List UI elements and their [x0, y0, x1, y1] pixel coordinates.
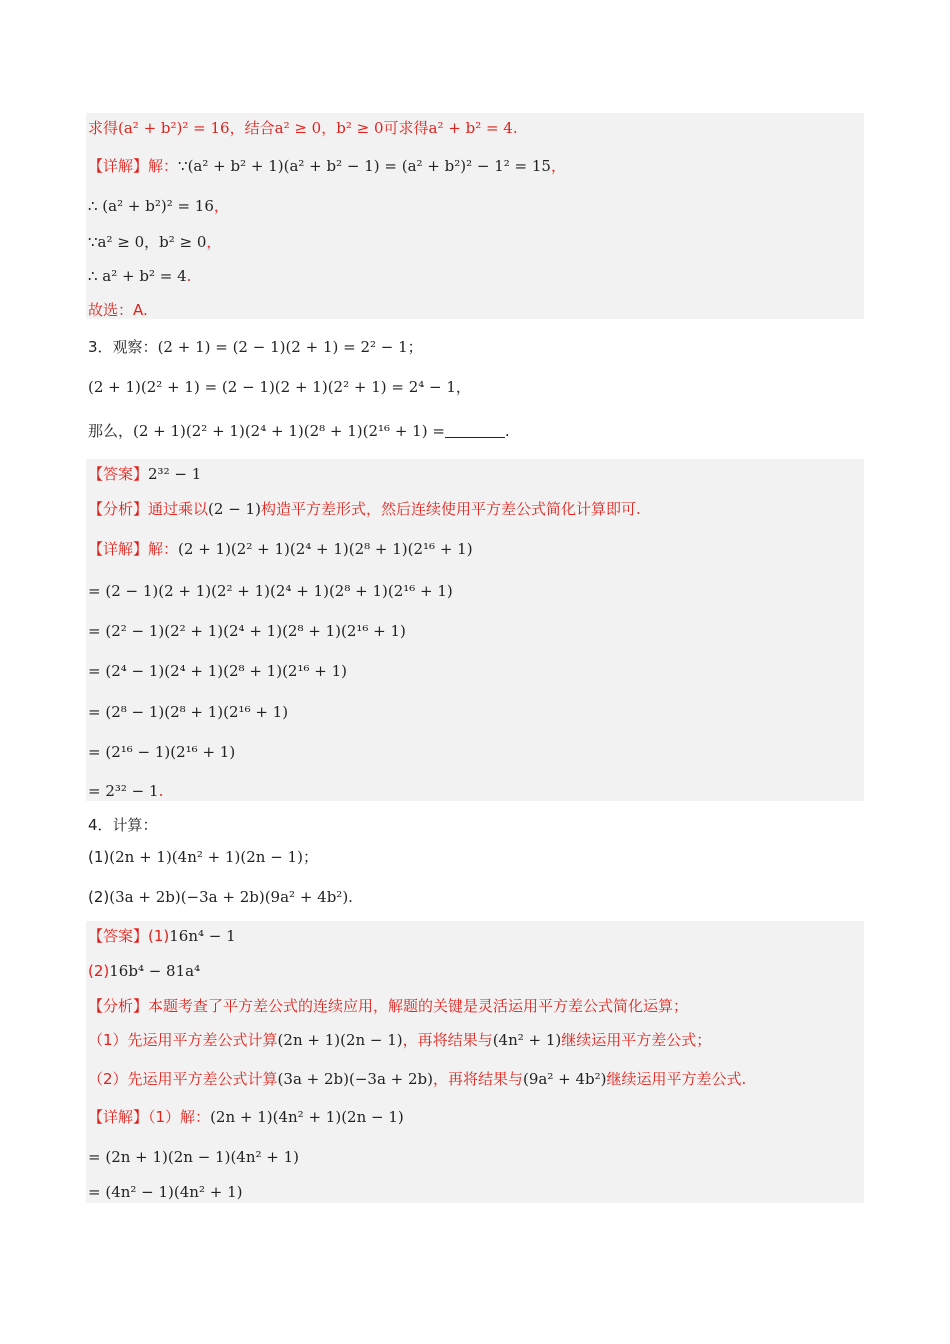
q3-question-line: 那么，(2 + 1)(2² + 1)(2⁴ + 1)(2⁸ + 1)(2¹⁶ + 1) = .: [88, 422, 510, 440]
q4-step-2: = (4n² − 1)(4n² + 1): [88, 1183, 243, 1201]
answer-blank[interactable]: [445, 423, 505, 438]
q3-step-6: = 2³² − 1.: [88, 782, 164, 800]
q3-observe-line-2: (2 + 1)(2² + 1) = (2 − 1)(2 + 1)(2² + 1) = 2⁴ − 1，: [88, 378, 471, 396]
q3-observe-line: 3．观察：(2 + 1) = (2 − 1)(2 + 1) = 2² − 1；: [88, 338, 423, 356]
q3-step-5: = (2¹⁶ − 1)(2¹⁶ + 1): [88, 743, 236, 761]
q4-part-2: (2)(3a + 2b)(−3a + 2b)(9a² + 4b²).: [88, 888, 353, 906]
q2-step-1: ∴ (a² + b²)² = 16，: [88, 197, 229, 215]
q2-choice: 故选：A.: [88, 301, 148, 319]
q4-answer-1: 【答案】(1)16n⁴ − 1: [88, 927, 236, 945]
q4-title: 4．计算：: [88, 816, 158, 834]
q3-step-2: = (2² − 1)(2² + 1)(2⁴ + 1)(2⁸ + 1)(2¹⁶ + 1): [88, 622, 406, 640]
q4-part-1: (1)(2n + 1)(4n² + 1)(2n − 1)；: [88, 848, 318, 866]
detail-label: 【详解】: [88, 157, 149, 175]
q4-analysis-line: 【分析】本题考查了平方差公式的连续应用，解题的关键是灵活运用平方差公式简化运算；: [88, 997, 689, 1015]
q4-step-1: = (2n + 1)(2n − 1)(4n² + 1): [88, 1148, 300, 1166]
q2-detail-line: 【详解】解：∵(a² + b² + 1)(a² + b² − 1) = (a² + b²)² − 1² = 15，: [88, 157, 566, 175]
q3-answer-line: 【答案】2³² − 1: [88, 465, 202, 483]
q4-analysis-2: （2）先运用平方差公式计算(3a + 2b)(−3a + 2b)，再将结果与(9a² + 4b²)继续运用平方差公式.: [88, 1070, 747, 1088]
q4-analysis-1: （1）先运用平方差公式计算(2n + 1)(2n − 1)，再将结果与(4n² + 1)继续运用平方差公式；: [88, 1031, 712, 1049]
q3-analysis-line: 【分析】通过乘以(2 − 1)构造平方差形式，然后连续使用平方差公式简化计算即可.: [88, 500, 641, 518]
q4-detail-line: 【详解】（1）解：(2n + 1)(4n² + 1)(2n − 1): [88, 1108, 404, 1126]
q3-detail-line: 【详解】解：(2 + 1)(2² + 1)(2⁴ + 1)(2⁸ + 1)(2¹⁶ + 1): [88, 540, 473, 558]
q4-answer-2: (2)16b⁴ − 81a⁴: [88, 962, 201, 980]
q2-step-3: ∴ a² + b² = 4.: [88, 267, 192, 285]
q2-conclusion-line: 求得(a² + b²)² = 16，结合a² ≥ 0，b² ≥ 0可求得a² + b² = 4.: [88, 119, 518, 137]
q2-step-2: ∵a² ≥ 0，b² ≥ 0，: [88, 233, 222, 251]
q3-step-1: = (2 − 1)(2 + 1)(2² + 1)(2⁴ + 1)(2⁸ + 1)(2¹⁶ + 1): [88, 582, 453, 600]
q3-step-3: = (2⁴ − 1)(2⁴ + 1)(2⁸ + 1)(2¹⁶ + 1): [88, 662, 347, 680]
q3-step-4: = (2⁸ − 1)(2⁸ + 1)(2¹⁶ + 1): [88, 703, 289, 721]
